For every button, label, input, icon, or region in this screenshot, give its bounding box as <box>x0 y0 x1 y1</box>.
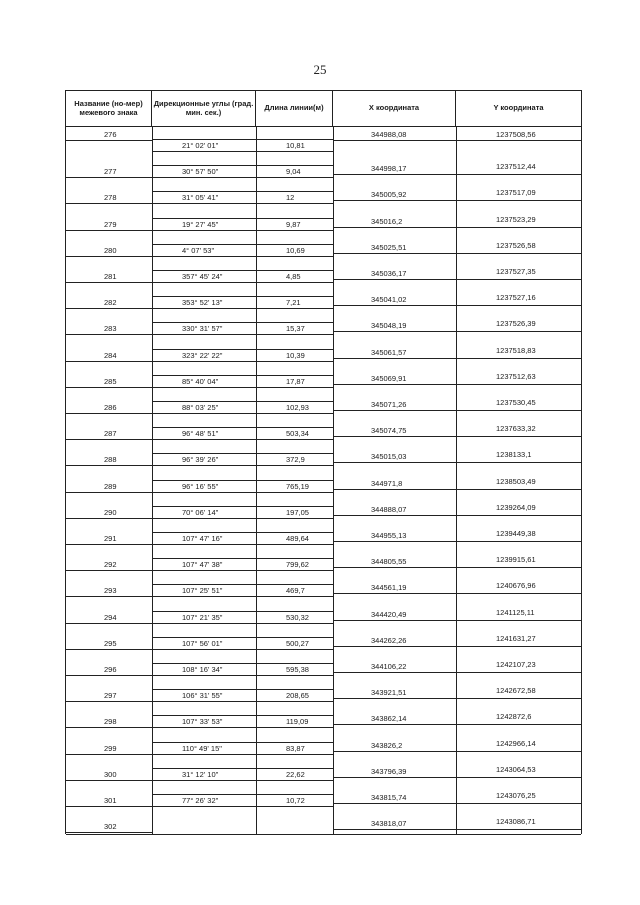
direction-angle: 96° 16' 55" <box>182 481 219 491</box>
segment-divider <box>152 218 333 219</box>
segment-divider <box>152 806 333 807</box>
row-divider <box>333 751 581 752</box>
row-divider <box>66 465 152 466</box>
point-name: 284 <box>104 350 117 360</box>
segment-divider <box>152 151 333 152</box>
x-coordinate: 344262,26 <box>371 635 407 645</box>
point-name: 283 <box>104 324 117 334</box>
line-length: 530,32 <box>286 612 309 622</box>
row-divider <box>66 701 152 702</box>
segment-divider <box>152 256 333 257</box>
direction-angle: 107° 25' 51" <box>182 586 223 596</box>
row-divider <box>66 518 152 519</box>
segment-divider <box>152 413 333 414</box>
segment-divider <box>152 401 333 402</box>
point-name: 287 <box>104 429 117 439</box>
y-coordinate: 1242966,14 <box>496 738 536 748</box>
segment-divider <box>152 611 333 612</box>
line-length: 799,62 <box>286 560 309 570</box>
segment-divider <box>152 427 333 428</box>
row-divider <box>66 832 152 833</box>
row-divider <box>333 227 581 228</box>
segment-divider <box>152 492 333 493</box>
segment-divider <box>152 544 333 545</box>
segment-divider <box>152 727 333 728</box>
x-coordinate: 345041,02 <box>371 295 407 305</box>
segment-divider <box>152 675 333 676</box>
segment-divider <box>152 570 333 571</box>
row-divider <box>66 544 152 545</box>
row-divider <box>333 140 581 141</box>
row-divider <box>66 780 152 781</box>
y-coordinate: 1237527,16 <box>496 293 536 303</box>
x-coordinate: 345071,26 <box>371 400 407 409</box>
segment-divider <box>152 649 333 650</box>
row-divider <box>333 567 581 568</box>
y-coordinate: 1241125,11 <box>496 607 535 617</box>
y-coordinate: 1237517,09 <box>496 188 536 198</box>
x-coordinate: 345048,19 <box>371 321 407 331</box>
segment-divider <box>152 558 333 559</box>
row-divider <box>333 253 581 254</box>
y-coordinate: 1238503,49 <box>496 476 536 486</box>
direction-angle: 107° 21' 35" <box>182 612 223 622</box>
line-length: 15,37 <box>286 324 305 334</box>
line-length: 10,81 <box>286 141 305 150</box>
segment-divider <box>152 165 333 166</box>
segment-divider <box>152 663 333 664</box>
row-divider <box>333 279 581 280</box>
table-bottom-border <box>66 834 581 835</box>
segment-divider <box>152 780 333 781</box>
y-coordinate: 1237526,39 <box>496 319 536 329</box>
segment-divider <box>152 623 333 624</box>
line-length: 208,65 <box>286 691 309 701</box>
y-coordinate: 1242672,58 <box>496 686 536 696</box>
y-coordinate: 1237633,32 <box>496 424 536 434</box>
direction-angle: 4° 07' 53" <box>182 245 215 255</box>
direction-angle: 107° 47' 38" <box>182 560 223 570</box>
point-name: 302 <box>104 822 117 832</box>
line-length: 9,04 <box>286 167 301 177</box>
column-divider <box>456 127 457 834</box>
segment-divider <box>152 322 333 323</box>
segment-divider <box>152 139 333 140</box>
row-divider <box>66 413 152 414</box>
x-coordinate: 343815,74 <box>371 793 407 802</box>
point-name: 294 <box>104 612 117 622</box>
line-length: 372,9 <box>286 455 305 465</box>
direction-angle: 106° 31' 55" <box>182 691 223 701</box>
y-coordinate: 1241631,27 <box>496 633 536 643</box>
direction-angle: 19° 27' 45" <box>182 219 219 229</box>
x-coordinate: 345015,03 <box>371 452 407 462</box>
row-divider <box>333 724 581 725</box>
y-coordinate: 1239449,38 <box>496 529 536 538</box>
row-divider <box>333 646 581 647</box>
boundary-coordinates-table <box>65 90 582 834</box>
x-coordinate: 345005,92 <box>371 190 407 200</box>
row-divider <box>66 439 152 440</box>
line-length: 7,21 <box>286 298 301 308</box>
row-divider <box>66 727 152 728</box>
header-x-coordinate: X координата <box>333 91 456 126</box>
segment-divider <box>152 308 333 309</box>
row-divider <box>66 675 152 676</box>
y-coordinate: 1237526,58 <box>496 240 536 250</box>
segment-divider <box>152 754 333 755</box>
direction-angle: 353° 52' 13" <box>182 298 223 308</box>
segment-divider <box>152 334 333 335</box>
point-name: 277 <box>104 167 117 177</box>
point-name: 276 <box>104 130 117 139</box>
x-coordinate: 345069,91 <box>371 373 407 383</box>
row-divider <box>333 462 581 463</box>
segment-divider <box>152 596 333 597</box>
direction-angle: 110° 49' 15" <box>182 743 222 753</box>
row-divider <box>66 334 152 335</box>
line-length: 12 <box>286 193 295 203</box>
row-divider <box>333 829 581 830</box>
segment-divider <box>152 361 333 362</box>
x-coordinate: 344955,13 <box>371 531 407 540</box>
segment-divider <box>152 701 333 702</box>
row-divider <box>333 331 581 332</box>
point-name: 296 <box>104 665 117 674</box>
y-coordinate: 1237518,83 <box>496 345 536 355</box>
y-coordinate: 1239264,09 <box>496 502 536 512</box>
row-divider <box>333 200 581 201</box>
row-divider <box>66 492 152 493</box>
segment-divider <box>152 742 333 743</box>
line-length: 119,09 <box>286 717 309 727</box>
x-coordinate: 343921,51 <box>371 688 407 698</box>
y-coordinate: 1237527,35 <box>496 267 536 276</box>
line-length: 9,87 <box>286 219 301 229</box>
y-coordinate: 1237523,29 <box>496 214 536 224</box>
row-divider <box>66 623 152 624</box>
direction-angle: 70° 06' 14" <box>182 507 219 517</box>
x-coordinate: 344805,55 <box>371 557 407 567</box>
segment-divider <box>152 768 333 769</box>
segment-divider <box>152 230 333 231</box>
point-name: 279 <box>104 219 117 229</box>
direction-angle: 96° 39' 26" <box>182 455 219 465</box>
y-coordinate: 1237508,56 <box>496 130 536 139</box>
point-name: 293 <box>104 586 117 596</box>
column-divider <box>333 127 334 834</box>
x-coordinate: 343826,2 <box>371 740 403 750</box>
y-coordinate: 1243064,53 <box>496 764 536 774</box>
row-divider <box>333 541 581 542</box>
row-divider <box>333 489 581 490</box>
row-divider <box>66 361 152 362</box>
row-divider <box>333 803 581 804</box>
segment-divider <box>152 270 333 271</box>
y-coordinate: 1240676,96 <box>496 581 536 591</box>
row-divider <box>333 620 581 621</box>
point-name: 301 <box>104 796 117 805</box>
segment-divider <box>152 506 333 507</box>
direction-angle: 357° 45' 24" <box>182 272 223 281</box>
row-divider <box>66 570 152 571</box>
segment-divider <box>152 480 333 481</box>
point-name: 288 <box>104 455 117 465</box>
row-divider <box>66 230 152 231</box>
point-name: 291 <box>104 534 117 543</box>
line-length: 4,85 <box>286 272 301 281</box>
segment-divider <box>152 244 333 245</box>
x-coordinate: 344106,22 <box>371 662 407 671</box>
row-divider <box>333 593 581 594</box>
header-y-coordinate: Y координата <box>493 103 544 113</box>
x-coordinate: 345016,2 <box>371 216 403 226</box>
x-coordinate: 344998,17 <box>371 164 407 174</box>
y-coordinate: 1239915,61 <box>496 555 536 565</box>
point-name: 289 <box>104 481 117 491</box>
line-length: 765,19 <box>286 481 309 491</box>
direction-angle: 85° 40' 04" <box>182 376 219 386</box>
row-divider <box>333 384 581 385</box>
x-coordinate: 345025,51 <box>371 242 407 252</box>
point-name: 282 <box>104 298 117 308</box>
segment-divider <box>152 465 333 466</box>
header-point-name: Название (но-мер) межевого знака <box>66 91 152 126</box>
point-name: 298 <box>104 717 117 727</box>
row-divider <box>333 410 581 411</box>
y-coordinate: 1237512,63 <box>496 371 536 381</box>
point-name: 292 <box>104 560 117 570</box>
segment-divider <box>152 387 333 388</box>
line-length: 469,7 <box>286 586 305 596</box>
direction-angle: 107° 33' 53" <box>182 717 223 727</box>
point-name: 278 <box>104 193 117 203</box>
direction-angle: 30° 57' 50" <box>182 167 219 177</box>
x-coordinate: 345074,75 <box>371 426 407 436</box>
direction-angle: 31° 12' 10" <box>182 769 219 779</box>
table-header-row <box>66 91 581 127</box>
line-length: 83,87 <box>286 743 305 753</box>
line-length: 197,05 <box>286 507 309 517</box>
row-divider <box>66 754 152 755</box>
row-divider <box>333 777 581 778</box>
segment-divider <box>152 296 333 297</box>
segment-divider <box>152 203 333 204</box>
segment-divider <box>152 715 333 716</box>
y-coordinate: 1243076,25 <box>496 791 536 800</box>
row-divider <box>333 305 581 306</box>
row-divider <box>66 140 152 141</box>
row-divider <box>333 174 581 175</box>
point-name: 286 <box>104 403 117 412</box>
line-length: 17,87 <box>286 376 305 386</box>
point-name: 297 <box>104 691 117 701</box>
direction-angle: 31° 05' 41" <box>182 193 219 203</box>
direction-angle: 107° 47' 16" <box>182 534 223 543</box>
line-length: 10,72 <box>286 796 305 805</box>
point-name: 300 <box>104 769 117 779</box>
point-name: 280 <box>104 245 117 255</box>
header-direction-angle: Дирекционные углы (град. мин. сек.) <box>152 91 256 126</box>
x-coordinate: 344988,08 <box>371 130 407 139</box>
segment-divider <box>152 584 333 585</box>
row-divider <box>66 203 152 204</box>
segment-divider <box>152 794 333 795</box>
direction-angle: 330° 31' 57" <box>182 324 223 334</box>
point-name: 290 <box>104 507 117 517</box>
table-body <box>66 127 581 834</box>
point-name: 299 <box>104 743 117 753</box>
line-length: 10,69 <box>286 245 305 255</box>
row-divider <box>66 806 152 807</box>
segment-divider <box>152 282 333 283</box>
segment-divider <box>152 637 333 638</box>
line-length: 503,34 <box>286 429 309 439</box>
direction-angle: 107° 56' 01" <box>182 638 223 648</box>
segment-divider <box>152 532 333 533</box>
x-coordinate: 343862,14 <box>371 714 407 724</box>
direction-angle: 108° 16' 34" <box>182 665 223 674</box>
y-coordinate: 1237512,44 <box>496 162 536 172</box>
point-name: 285 <box>104 376 117 386</box>
y-coordinate: 1238133,1 <box>496 450 532 460</box>
row-divider <box>66 282 152 283</box>
x-coordinate: 344420,49 <box>371 609 407 619</box>
row-divider <box>333 515 581 516</box>
row-divider <box>333 698 581 699</box>
segment-divider <box>152 439 333 440</box>
direction-angle: 323° 22' 22" <box>182 350 223 360</box>
row-divider <box>66 256 152 257</box>
row-divider <box>333 436 581 437</box>
y-coordinate: 1237530,45 <box>496 398 536 407</box>
direction-angle: 96° 48' 51" <box>182 429 219 439</box>
line-length: 10,39 <box>286 350 305 360</box>
y-coordinate: 1243086,71 <box>496 817 536 827</box>
point-name: 281 <box>104 272 117 281</box>
direction-angle: 88° 03' 25" <box>182 403 219 412</box>
line-length: 500,27 <box>286 638 309 648</box>
direction-angle: 21° 02' 01" <box>182 141 219 150</box>
x-coordinate: 343818,07 <box>371 819 407 829</box>
y-coordinate: 1242872,6 <box>496 712 532 722</box>
x-coordinate: 344971,8 <box>371 478 403 488</box>
row-divider <box>66 308 152 309</box>
line-length: 489,64 <box>286 534 309 543</box>
segment-divider <box>152 453 333 454</box>
line-length: 595,38 <box>286 665 309 674</box>
x-coordinate: 343796,39 <box>371 766 407 776</box>
segment-divider <box>152 191 333 192</box>
row-divider <box>66 387 152 388</box>
x-coordinate: 344888,07 <box>371 504 407 514</box>
direction-angle: 77° 26' 32" <box>182 796 219 805</box>
segment-divider <box>152 375 333 376</box>
segment-divider <box>152 689 333 690</box>
page-number: 25 <box>313 62 327 77</box>
y-coordinate: 1242107,23 <box>496 660 536 669</box>
segment-divider <box>152 177 333 178</box>
row-divider <box>66 596 152 597</box>
x-coordinate: 345036,17 <box>371 269 407 278</box>
row-divider <box>333 358 581 359</box>
line-length: 22,62 <box>286 769 305 779</box>
line-length: 102,93 <box>286 403 309 412</box>
x-coordinate: 344561,19 <box>371 583 407 593</box>
segment-divider <box>152 518 333 519</box>
segment-divider <box>152 349 333 350</box>
x-coordinate: 345061,57 <box>371 347 407 357</box>
point-name: 295 <box>104 638 117 648</box>
row-divider <box>333 672 581 673</box>
row-divider <box>66 649 152 650</box>
header-line-length: Длина линии(м) <box>256 91 333 126</box>
row-divider <box>66 177 152 178</box>
